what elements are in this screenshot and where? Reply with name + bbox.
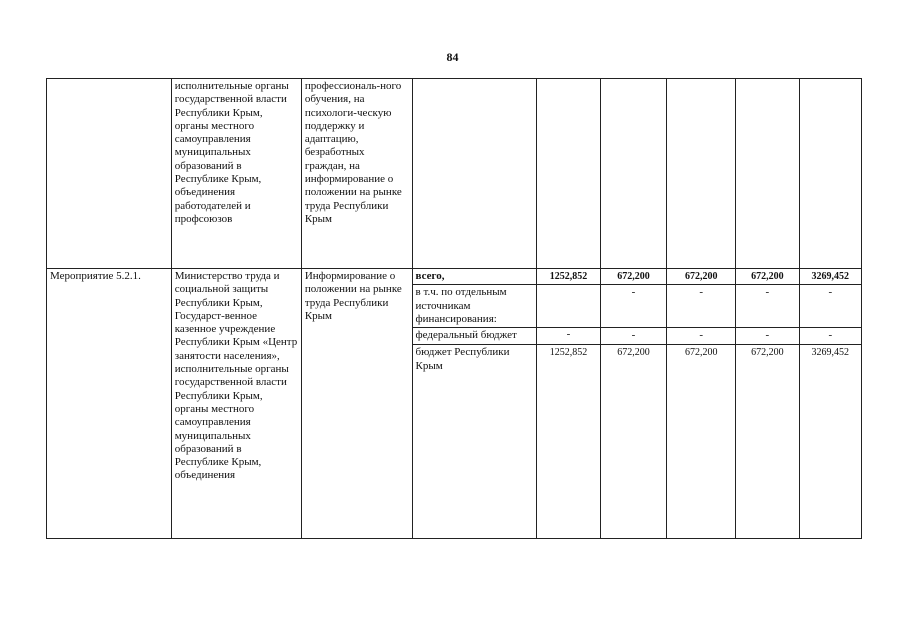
result-cell: Информирование о положении на рынке труда Республики Крым [301, 269, 412, 539]
value-cell: 672,200 [736, 345, 799, 539]
value-cell: - [600, 328, 667, 345]
value-dash: - [566, 328, 571, 341]
activity-name-cell [47, 79, 172, 269]
value-cell: - [799, 285, 861, 328]
table-row-total [47, 269, 862, 285]
page-number: 84 [446, 50, 459, 64]
value-cell [537, 79, 600, 269]
value-cell: - [736, 328, 799, 345]
value-cell: 672,200 [736, 269, 799, 285]
value-cell: 672,200 [600, 269, 667, 285]
program-activities-table [46, 78, 862, 539]
value-cell [600, 79, 667, 269]
funding-source-label: федеральный бюджет [412, 328, 537, 345]
value-cell [537, 285, 600, 328]
funding-source-label: в т.ч. по отдельным источникам финансирования: [412, 285, 537, 328]
value-cell: 3269,452 [799, 269, 861, 285]
value-cell: - [736, 285, 799, 328]
executors-cell: Министерство труда и социальной защиты Республики Крым, Государст-венное казенное учреждение Республики Крым «Центр занятости населения», исполнительные органы государственной власти Республики Крым, органы местного самоуправления муниципальных образований в Республике Крым, объединения [171, 269, 301, 539]
value-cell: - [667, 328, 736, 345]
value-cell: - [799, 328, 861, 345]
value-cell [667, 79, 736, 269]
value-cell: - [600, 285, 667, 328]
result-cell: профессиональ-ного обучения, на психологи-ческую поддержку и адаптацию, безработных граждан, на информирование о положении на рынке труда Республики Крым [301, 79, 412, 269]
value-cell [736, 79, 799, 269]
value-cell: 672,200 [667, 269, 736, 285]
funding-source-label: всего, [412, 269, 537, 285]
value-cell: - [667, 285, 736, 328]
activity-name-cell: Мероприятие 5.2.1. [47, 269, 172, 539]
funding-source-label: бюджет Республики Крым [412, 345, 537, 539]
value-cell [537, 328, 600, 345]
executors-cell: исполнительные органы государственной власти Республики Крым, органы местного самоуправления муниципальных образований в Республике Крым, объединения работодателей и профсоюзов [171, 79, 301, 269]
value-cell: 1252,852 [537, 269, 600, 285]
value-cell: 1252,852 [537, 345, 600, 539]
funding-source-cell [412, 79, 537, 269]
value-cell [799, 79, 861, 269]
value-cell: 672,200 [667, 345, 736, 539]
table-row-continuation [47, 79, 862, 269]
value-cell: 3269,452 [799, 345, 861, 539]
value-cell: 672,200 [600, 345, 667, 539]
